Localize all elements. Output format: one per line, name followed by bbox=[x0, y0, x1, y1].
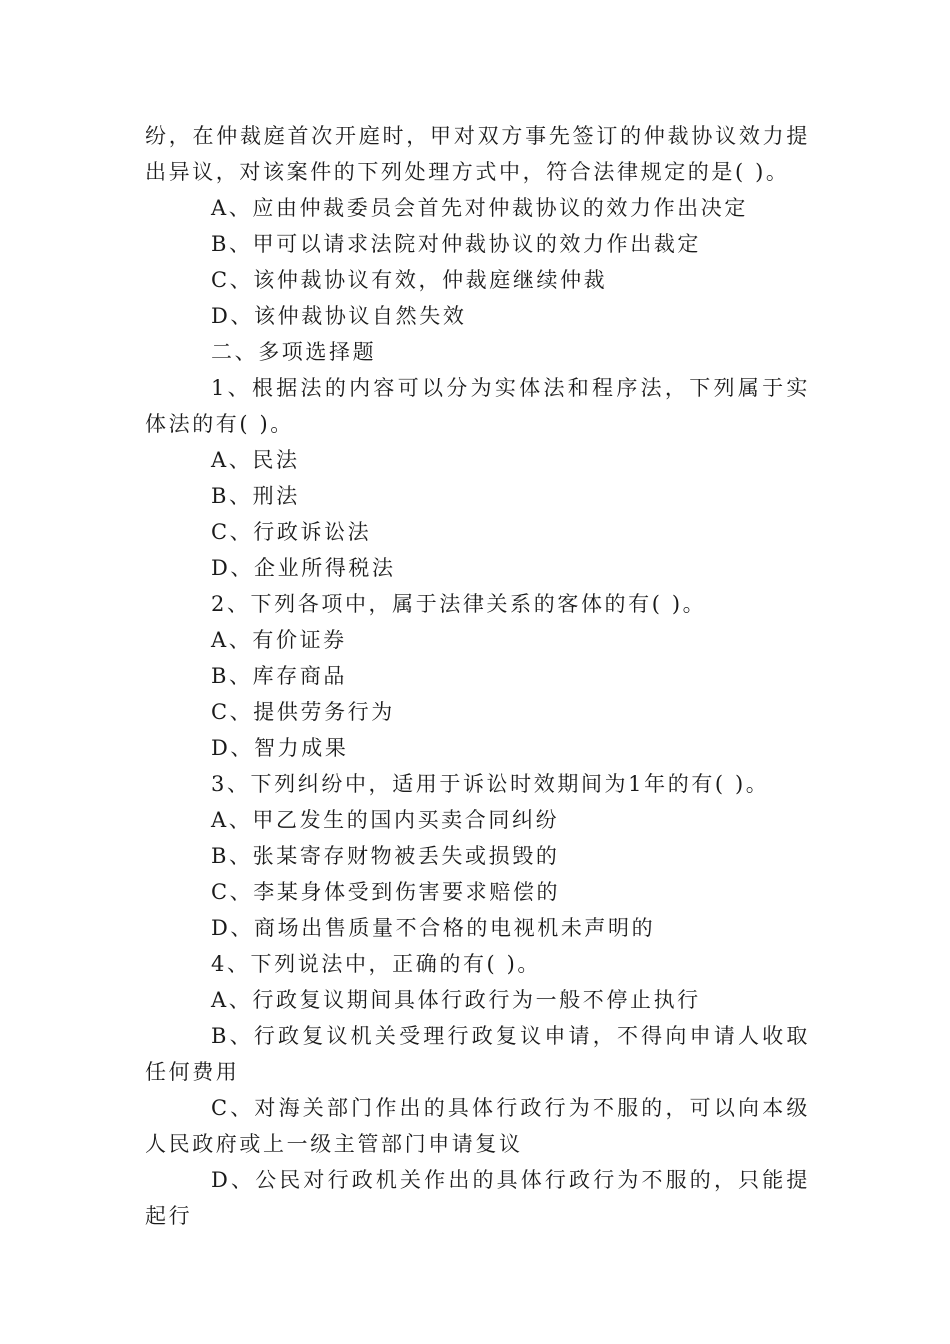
option-c: C、行政诉讼法 bbox=[211, 520, 372, 544]
option-d: D、商场出售质量不合格的电视机未声明的 bbox=[211, 916, 656, 940]
paragraph-question-continuation: 纷，在仲裁庭首次开庭时，甲对双方事先签订的仲裁协议效力提出异议，对该案件的下列处理方式中，符合法律规定的是( )。 bbox=[145, 124, 810, 184]
option-a: A、有价证券 bbox=[211, 628, 347, 652]
option-b: B、刑法 bbox=[211, 484, 300, 508]
option-a: A、民法 bbox=[211, 448, 300, 472]
option-c: C、李某身体受到伤害要求赔偿的 bbox=[211, 880, 561, 904]
document-body bbox=[145, 118, 810, 1234]
option-b: B、行政复议机关受理行政复议申请，不得向申请人收取任何费用 bbox=[145, 1024, 810, 1084]
question-2: 2、下列各项中，属于法律关系的客体的有( )。 bbox=[211, 592, 707, 616]
option-d: D、企业所得税法 bbox=[211, 556, 396, 580]
option-b: B、库存商品 bbox=[211, 664, 348, 688]
option-a: A、应由仲裁委员会首先对仲裁协议的效力作出决定 bbox=[211, 196, 748, 220]
option-a: A、甲乙发生的国内买卖合同纠纷 bbox=[211, 808, 560, 832]
section-heading: 二、多项选择题 bbox=[211, 340, 377, 364]
question-1: 1、根据法的内容可以分为实体法和程序法，下列属于实体法的有( )。 bbox=[145, 376, 810, 436]
option-d: D、该仲裁协议自然失效 bbox=[211, 304, 467, 328]
option-a: A、行政复议期间具体行政行为一般不停止执行 bbox=[211, 988, 701, 1012]
option-b: B、甲可以请求法院对仲裁协议的效力作出裁定 bbox=[211, 232, 702, 256]
option-c: C、提供劳务行为 bbox=[211, 700, 395, 724]
option-d: D、智力成果 bbox=[211, 736, 349, 760]
option-b: B、张某寄存财物被丢失或损毁的 bbox=[211, 844, 560, 868]
question-4: 4、下列说法中，正确的有( )。 bbox=[211, 952, 542, 976]
option-c: C、对海关部门作出的具体行政行为不服的，可以向本级人民政府或上一级主管部门申请复议 bbox=[145, 1096, 810, 1156]
option-d: D、公民对行政机关作出的具体行政行为不服的，只能提起行 bbox=[145, 1168, 810, 1228]
option-c: C、该仲裁协议有效，仲裁庭继续仲裁 bbox=[211, 268, 608, 292]
question-3: 3、下列纠纷中，适用于诉讼时效期间为1年的有( )。 bbox=[211, 772, 770, 796]
